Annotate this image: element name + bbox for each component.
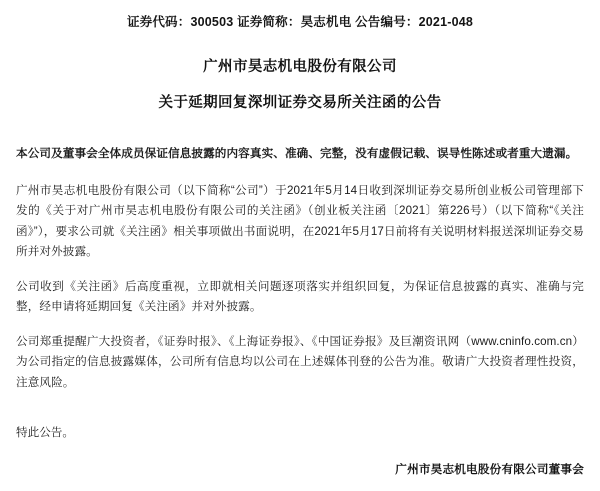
- signature-board: 广州市昊志机电股份有限公司董事会: [395, 463, 584, 476]
- stock-code-value: 300503: [190, 15, 234, 29]
- announcement-document: [0, 12, 600, 491]
- paragraph-background: 广州市昊志机电股份有限公司（以下简称“公司”）于2021年5月14日收到深圳证券交易所创业板公司管理部下发的《关于对广州市昊志机电股份有限公司的关注函》（创业板关注函〔2021〕第226号）（以下简称“《关注函》”），要求公司就《关注函》相关事项做出书面说明，在2021年5月17日前将有关说明材料报送深圳证券交易所并对外披露。: [16, 183, 584, 258]
- announcement-title: 关于延期回复深圳证券交易所关注函的公告: [158, 95, 442, 111]
- announcement-number-label: 公告编号：: [355, 15, 419, 29]
- document-header: [16, 12, 584, 32]
- document-body: [16, 144, 584, 443]
- paragraph-response: 公司收到《关注函》后高度重视，立即就相关问题逐项落实并组织回复，为保证信息披露的真实、准确与完整，经申请将延期回复《关注函》并对外披露。: [16, 279, 584, 313]
- title-block: [16, 54, 584, 116]
- stock-code-label: 证券代码：: [126, 15, 191, 29]
- company-title: 广州市昊志机电股份有限公司: [203, 59, 397, 75]
- announcement-number-value: 2021-048: [418, 15, 474, 29]
- closing-statement: 特此公告。: [16, 426, 74, 439]
- stock-name-value: 昊志机电: [300, 15, 352, 29]
- paragraph-disclaimer: 本公司及董事会全体成员保证信息披露的内容真实、准确、完整，没有虚假记载、误导性陈述或者重大遗漏。: [16, 147, 578, 160]
- stock-name-label: 证券简称：: [237, 15, 301, 29]
- paragraph-media-notice: 公司郑重提醒广大投资者，《证券时报》、《上海证券报》、《中国证券报》及巨潮资讯网（www.cninfo.com.cn）为公司指定的信息披露媒体，公司所有信息均以公司在上述媒体刊登的公告为准。敬请广大投资者理性投资，注意风险。: [16, 334, 584, 389]
